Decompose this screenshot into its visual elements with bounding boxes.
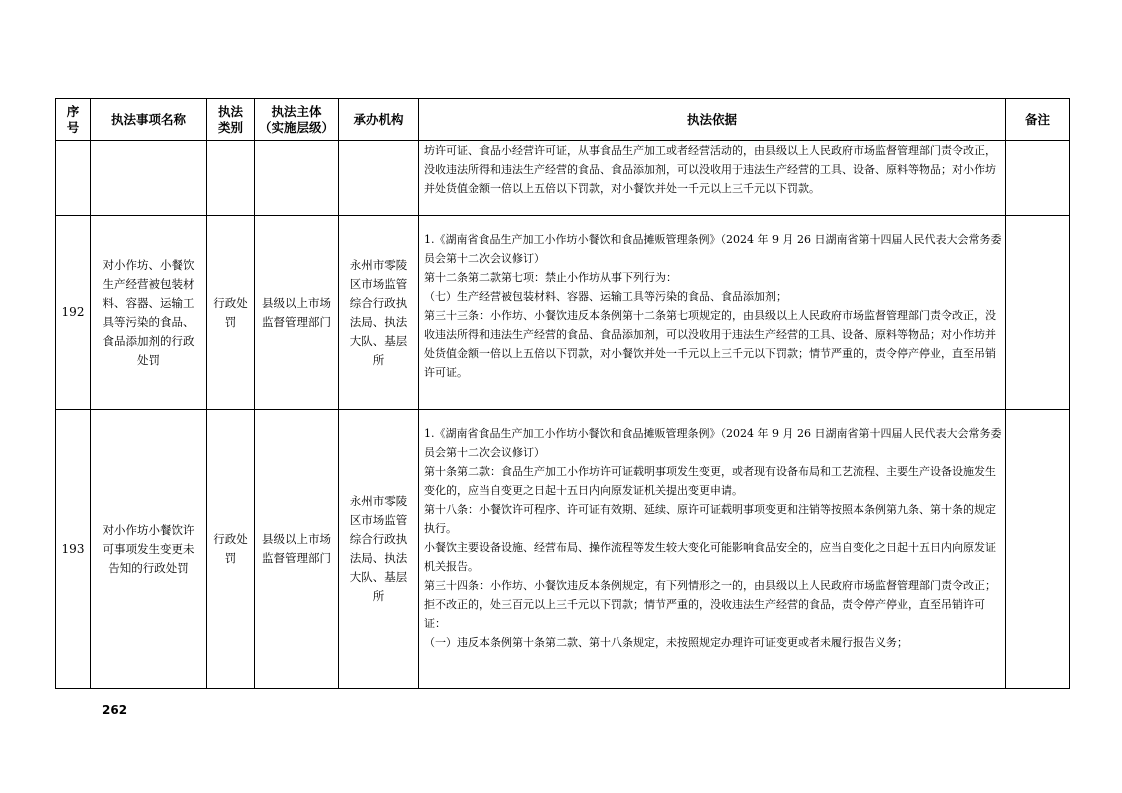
cell-seq xyxy=(56,141,91,216)
basis-paragraph: 第三十四条：小作坊、小餐饮违反本条例规定，有下列情形之一的，由县级以上人民政府市场监督管理部门责令改正；拒不改正的，处三百元以上三千元以下罚款；情节严重的，没收违法生产经营的食品，责令停产停业，直至吊销许可证： xyxy=(424,579,996,630)
table-row xyxy=(56,216,1070,410)
cell-category xyxy=(207,410,255,689)
law-enforcement-table xyxy=(55,98,1070,689)
cell-remark xyxy=(1006,410,1070,689)
table-row xyxy=(56,141,1070,216)
cell-basis xyxy=(419,410,1006,689)
cell-basis xyxy=(419,216,1006,410)
basis-paragraph: 1.《湖南省食品生产加工小作坊小餐饮和食品摊贩管理条例》（2024 年 9 月 26 日湖南省第十四届人民代表大会常务委员会第十二次会议修订） xyxy=(424,233,1002,265)
cell-remark xyxy=(1006,216,1070,410)
item-name-text: 对小作坊小餐饮许可事项发生变更未告知的行政处罚 xyxy=(102,522,195,575)
basis-paragraph: 1.《湖南省食品生产加工小作坊小餐饮和食品摊贩管理条例》（2024 年 9 月 26 日湖南省第十四届人民代表大会常务委员会第十二次会议修订） xyxy=(424,427,1002,459)
header-basis: 执法依据 xyxy=(419,99,1006,141)
cell-category xyxy=(207,216,255,410)
header-item-name: 执法事项名称 xyxy=(91,99,207,141)
cell-seq: 192 xyxy=(56,216,91,410)
subject-text: 县级以上市场监督管理部门 xyxy=(262,295,331,329)
header-seq: 序 号 xyxy=(56,99,91,141)
cell-subject xyxy=(255,410,339,689)
header-org: 承办机构 xyxy=(339,99,419,141)
basis-paragraph: （一）违反本条例第十条第二款、第十八条规定，未按照规定办理许可证变更或者未履行报告义务； xyxy=(424,636,908,649)
org-text: 永州市零陵区市场监管综合行政执法局、执法大队、基层所 xyxy=(349,257,408,367)
cell-seq: 193 xyxy=(56,410,91,689)
cell-remark xyxy=(1006,141,1070,216)
cell-org xyxy=(339,216,419,410)
basis-paragraph: 第三十三条：小作坊、小餐饮违反本条例第十二条第七项规定的，由县级以上人民政府市场监督管理部门责令改正，没收违法所得和违法生产经营的食品、食品添加剂，可以没收用于违法生产经营的工具、设备、原料等物品；对小作坊并处货值金额一倍以上五倍以下罚款，对小餐饮并处一千元以上三千元以下罚款；情节严重的，责令停产停业，直至吊销许可证。 xyxy=(424,309,996,379)
cell-basis xyxy=(419,141,1006,216)
table-header-row xyxy=(56,99,1070,141)
cell-org xyxy=(339,410,419,689)
cell-category xyxy=(207,141,255,216)
basis-paragraph: 第十条第二款：食品生产加工小作坊许可证载明事项发生变更，或者现有设备布局和工艺流程、主要生产设备设施发生变化的，应当自变更之日起十五日内向原发证机关提出变更申请。 xyxy=(424,465,996,497)
table-row xyxy=(56,410,1070,689)
subject-text: 县级以上市场监督管理部门 xyxy=(262,532,331,565)
cell-item-name xyxy=(91,141,207,216)
cell-org xyxy=(339,141,419,216)
cell-item-name xyxy=(91,410,207,689)
basis-paragraph: （七）生产经营被包装材料、容器、运输工具等污染的食品、食品添加剂； xyxy=(424,290,787,303)
item-name-text: 对小作坊、小餐饮生产经营被包装材料、容器、运输工具等污染的食品、食品添加剂的行政处罚 xyxy=(102,257,195,367)
header-remark: 备注 xyxy=(1006,99,1070,141)
category-text: 行政处罚 xyxy=(213,295,248,329)
category-text: 行政处罚 xyxy=(213,532,248,565)
cell-subject xyxy=(255,141,339,216)
org-text: 永州市零陵区市场监管综合行政执法局、执法大队、基层所 xyxy=(349,494,408,603)
header-subject: 执法主体 （实施层级） xyxy=(255,99,339,141)
page-number: 262 xyxy=(102,703,128,717)
basis-paragraph: 第十八条：小餐饮许可程序、许可证有效期、延续、原许可证载明事项变更和注销等按照本条例第九条、第十条的规定执行。 xyxy=(424,503,996,535)
cell-subject xyxy=(255,216,339,410)
basis-paragraph: 小餐饮主要设备设施、经营布局、操作流程等发生较大变化可能影响食品安全的，应当自变化之日起十五日内向原发证机关报告。 xyxy=(424,541,996,573)
cell-item-name xyxy=(91,216,207,410)
basis-paragraph: 坊许可证、食品小经营许可证，从事食品生产加工或者经营活动的，由县级以上人民政府市场监督管理部门责令改正，没收违法所得和违法生产经营的食品、食品添加剂，可以没收用于违法生产经营的工具、设备、原料等物品；对小作坊并处货值金额一倍以上五倍以下罚款，对小餐饮并处一千元以上三千元以下罚款。 xyxy=(424,144,996,195)
header-category: 执法 类别 xyxy=(207,99,255,141)
law-enforcement-table-sheet xyxy=(55,98,1069,689)
basis-paragraph: 第十二条第二款第七项：禁止小作坊从事下列行为： xyxy=(424,271,677,284)
